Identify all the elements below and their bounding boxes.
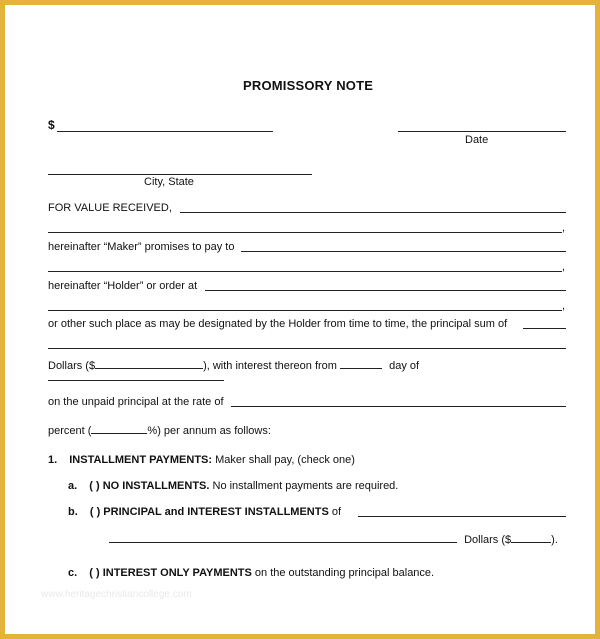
- option-b-dollars-close: ).: [551, 534, 558, 546]
- option-b-line: [358, 516, 566, 517]
- rate-line: [231, 406, 566, 407]
- for-value-line-2: [48, 232, 562, 233]
- watermark: www.heritagechristiancollege.com: [41, 589, 192, 600]
- city-state-line: [48, 174, 312, 175]
- city-state-label: City, State: [144, 176, 194, 188]
- option-c-checkbox[interactable]: ( ): [89, 567, 100, 579]
- maker-line: [241, 251, 566, 252]
- maker-text: hereinafter “Maker” promises to pay to: [48, 241, 235, 253]
- option-a: [68, 480, 398, 493]
- option-b: [68, 506, 341, 519]
- per-annum-text: %) per annum as follows:: [147, 425, 271, 437]
- principal-sum-line-2: [48, 348, 566, 349]
- option-c-text: on the outstanding principal balance.: [251, 567, 435, 579]
- unpaid-principal-text: on the unpaid principal at the rate of: [48, 396, 224, 408]
- date-line: [398, 131, 566, 132]
- option-b-amount-blank: [109, 531, 457, 543]
- option-b-dollars-label: Dollars ($: [464, 534, 512, 546]
- for-value-received-text: FOR VALUE RECEIVED,: [48, 202, 172, 214]
- amount-line: [57, 131, 273, 132]
- principal-sum-line: [523, 328, 566, 329]
- comma-2: ,: [562, 261, 566, 273]
- day-of-text: day of: [389, 360, 420, 372]
- comma-3: ,: [562, 300, 566, 312]
- comma-1: ,: [562, 222, 566, 234]
- section-1-number: 1.: [48, 454, 58, 466]
- interest-from-text: ), with interest thereon from: [203, 360, 337, 372]
- interest-from-blank: [340, 357, 382, 369]
- percent-label: percent (: [48, 425, 92, 437]
- holder-line-2: [48, 310, 562, 311]
- option-b-checkbox[interactable]: ( ): [89, 506, 101, 518]
- option-b-dollars-blank: [511, 531, 551, 543]
- month-year-line: [48, 380, 224, 381]
- percent-blank: [91, 422, 147, 434]
- option-b-text: of: [328, 506, 342, 518]
- document-title: PROMISSORY NOTE: [243, 78, 374, 93]
- document-page: [5, 5, 595, 634]
- section-1-title: INSTALLMENT PAYMENTS:: [69, 454, 213, 466]
- option-b-dollars-row: [109, 531, 558, 547]
- option-c-letter: c.: [68, 567, 78, 579]
- option-b-letter: b.: [68, 506, 78, 518]
- holder-line: [205, 290, 566, 291]
- amount-dollar-sign: $: [48, 118, 55, 132]
- option-a-label: NO INSTALLMENTS.: [102, 480, 210, 492]
- place-text: or other such place as may be designated by the Holder from time to time, the principal sum of: [48, 318, 508, 330]
- section-1-subtitle: Maker shall pay, (check one): [212, 454, 355, 466]
- percent-row: [48, 422, 271, 438]
- option-a-checkbox[interactable]: ( ): [89, 480, 100, 492]
- maker-line-2: [48, 271, 562, 272]
- for-value-line: [180, 212, 566, 213]
- date-label: Date: [465, 134, 489, 146]
- dollars-amount-blank: [95, 357, 203, 369]
- option-a-text: No installment payments are required.: [209, 480, 399, 492]
- option-b-label: PRINCIPAL and INTEREST INSTALLMENTS: [103, 506, 329, 518]
- section-1-heading: [48, 454, 355, 467]
- dollars-label: Dollars ($: [48, 360, 96, 372]
- option-a-letter: a.: [68, 480, 78, 492]
- option-c: [68, 567, 434, 580]
- option-c-label: INTEREST ONLY PAYMENTS: [102, 567, 252, 579]
- dollars-interest-row: [48, 357, 419, 373]
- holder-text: hereinafter “Holder” or order at: [48, 280, 198, 292]
